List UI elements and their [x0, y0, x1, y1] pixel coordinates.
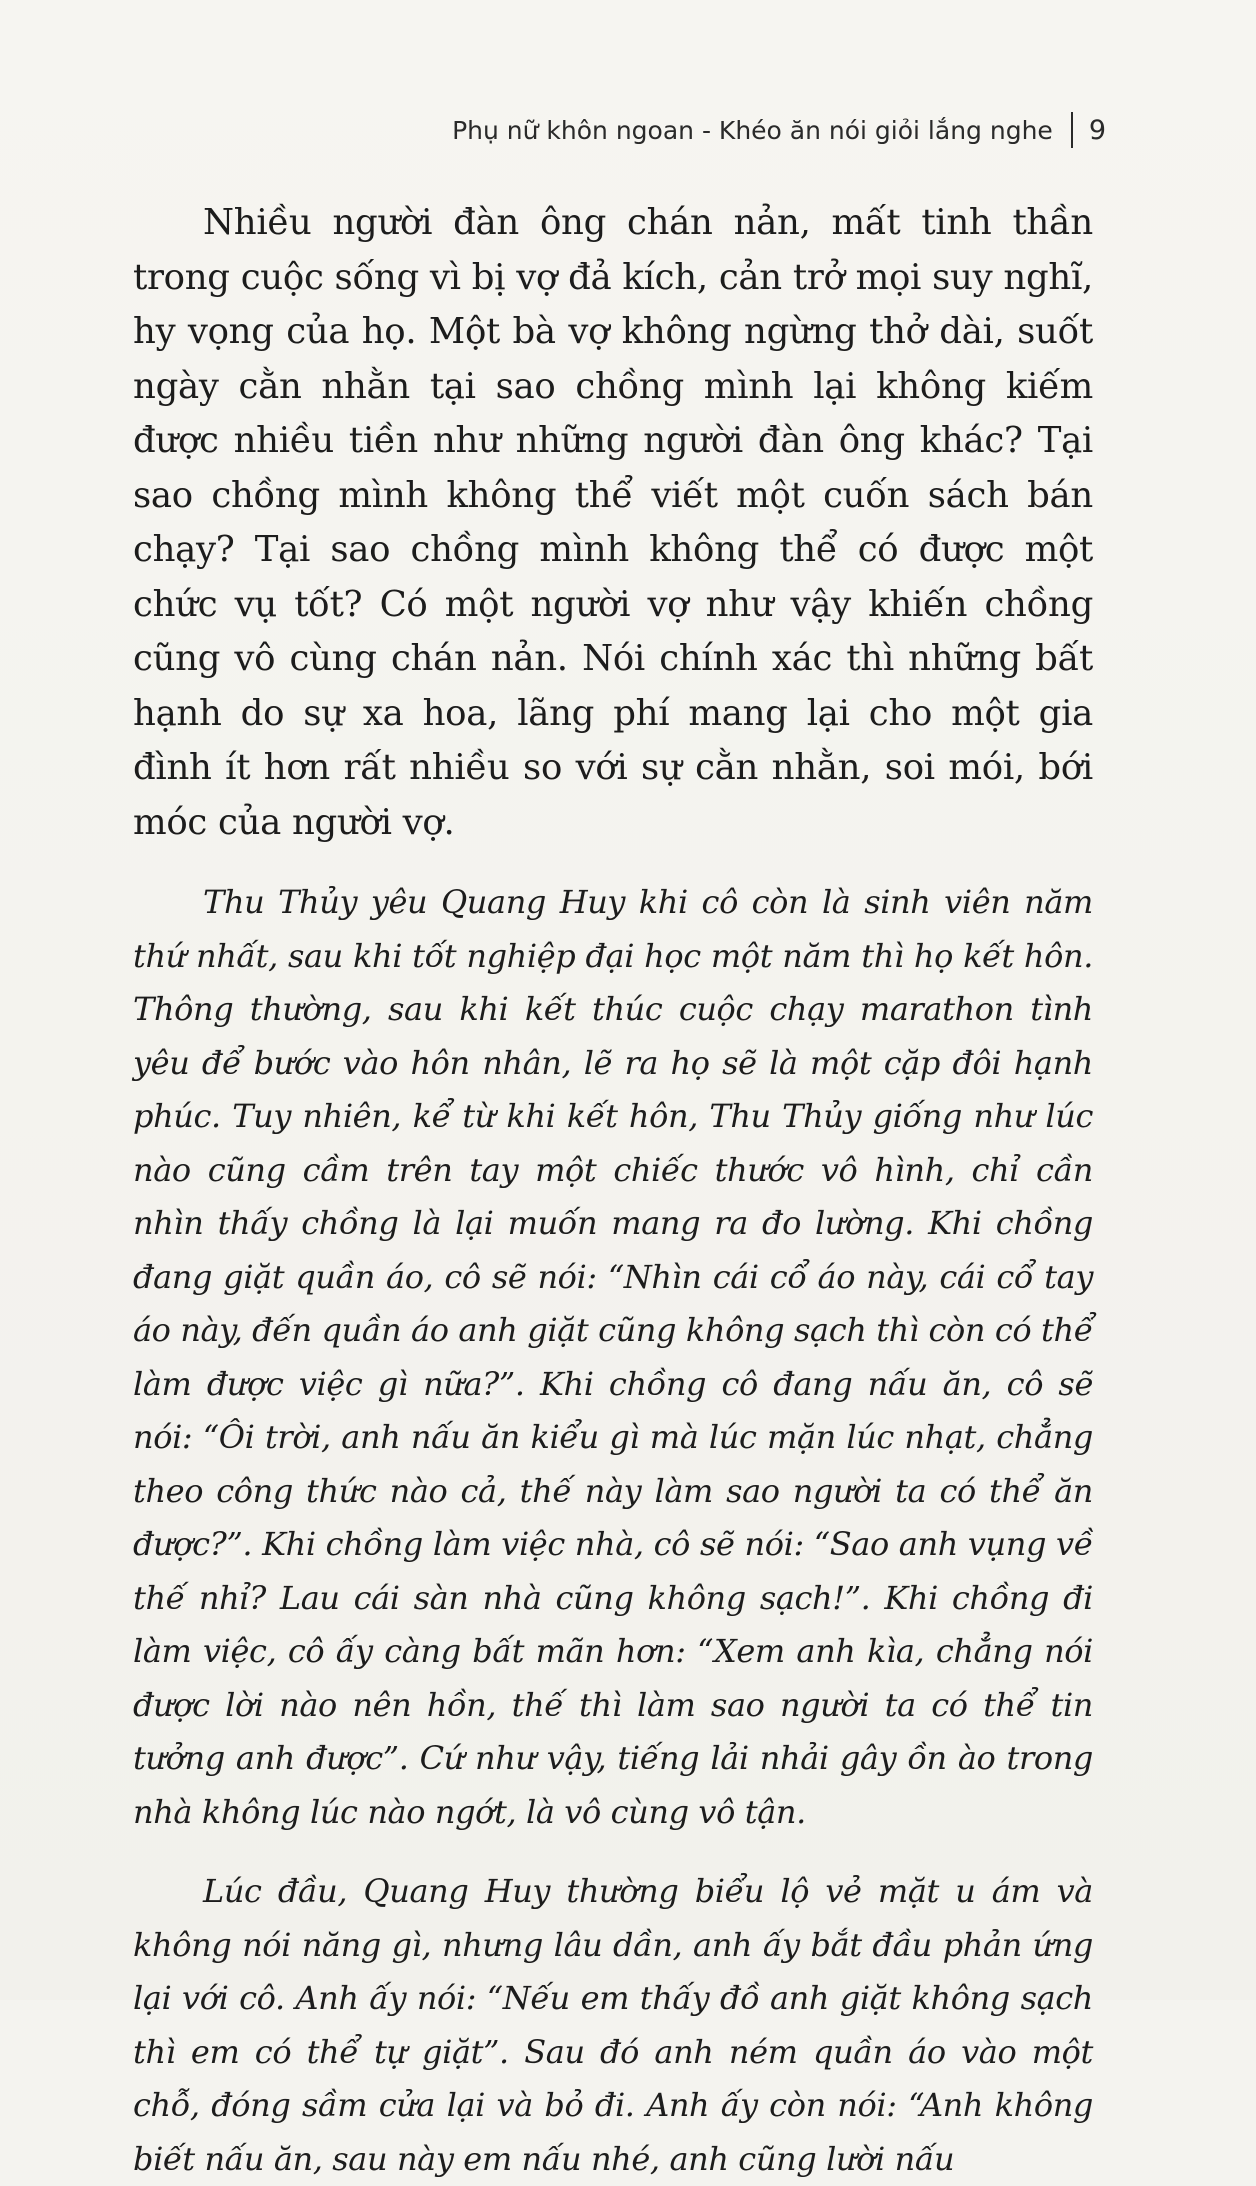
page-number: 9 — [1088, 114, 1106, 146]
running-header — [452, 112, 1106, 148]
paragraph-1: Nhiều người đàn ông chán nản, mất tinh thần trong cuộc sống vì bị vợ đả kích, cản trở mọi suy nghĩ, hy vọng của họ. Một bà vợ không ngừng thở dài, suốt ngày cằn nhằn tại sao chồng mình lại không kiếm được nhiều tiền như những người đàn ông khác? Tại sao chồng mình không thể viết một cuốn sách bán chạy? Tại sao chồng mình không thể có được một chức vụ tốt? Có một người vợ như vậy khiến chồng cũng vô cùng chán nản. Nói chính xác thì những bất hạnh do sự xa hoa, lãng phí mang lại cho một gia đình ít hơn rất nhiều so với sự cằn nhằn, soi mói, bới móc của người vợ. — [133, 202, 1093, 843]
header-separator — [1071, 112, 1073, 148]
body-text — [133, 196, 1093, 2186]
paragraph-2: Thu Thủy yêu Quang Huy khi cô còn là sinh viên năm thứ nhất, sau khi tốt nghiệp đại học một năm thì họ kết hôn. Thông thường, sau khi kết thúc cuộc chạy marathon tình yêu để bước vào hôn nhân, lẽ ra họ sẽ là một cặp đôi hạnh phúc. Tuy nhiên, kể từ khi kết hôn, Thu Thủy giống như lúc nào cũng cầm trên tay một chiếc thước vô hình, chỉ cần nhìn thấy chồng là lại muốn mang ra đo lường. Khi chồng đang giặt quần áo, cô sẽ nói: “Nhìn cái cổ áo này, cái cổ tay áo này, đến quần áo anh giặt cũng không sạch thì còn có thể làm được việc gì nữa?”. Khi chồng cô đang nấu ăn, cô sẽ nói: “Ôi trời, anh nấu ăn kiểu gì mà lúc mặn lúc nhạt, chẳng theo công thức nào cả, thế này làm sao người ta có thể ăn được?”. Khi chồng làm việc nhà, cô sẽ nói: “Sao anh vụng về thế nhỉ? Lau cái sàn nhà cũng không sạch!”. Khi chồng đi làm việc, cô ấy càng bất mãn hơn: “Xem anh kìa, chẳng nói được lời nào nên hồn, thế thì làm sao người ta có thể tin tưởng anh được”. Cứ như vậy, tiếng lải nhải gây ồn ào trong nhà không lúc nào ngớt, là vô cùng vô tận. — [133, 883, 1093, 1831]
paragraph-3: Lúc đầu, Quang Huy thường biểu lộ vẻ mặt u ám và không nói năng gì, nhưng lâu dần, anh ấy bắt đầu phản ứng lại với cô. Anh ấy nói: “Nếu em thấy đồ anh giặt không sạch thì em có thể tự giặt”. Sau đó anh ném quần áo vào một chỗ, đóng sầm cửa lại và bỏ đi. Anh ấy còn nói: “Anh không biết nấu ăn, sau này em nấu nhé, anh cũng lười nấu — [133, 1872, 1093, 2178]
running-title: Phụ nữ khôn ngoan - Khéo ăn nói giỏi lắng nghe — [452, 115, 1053, 145]
